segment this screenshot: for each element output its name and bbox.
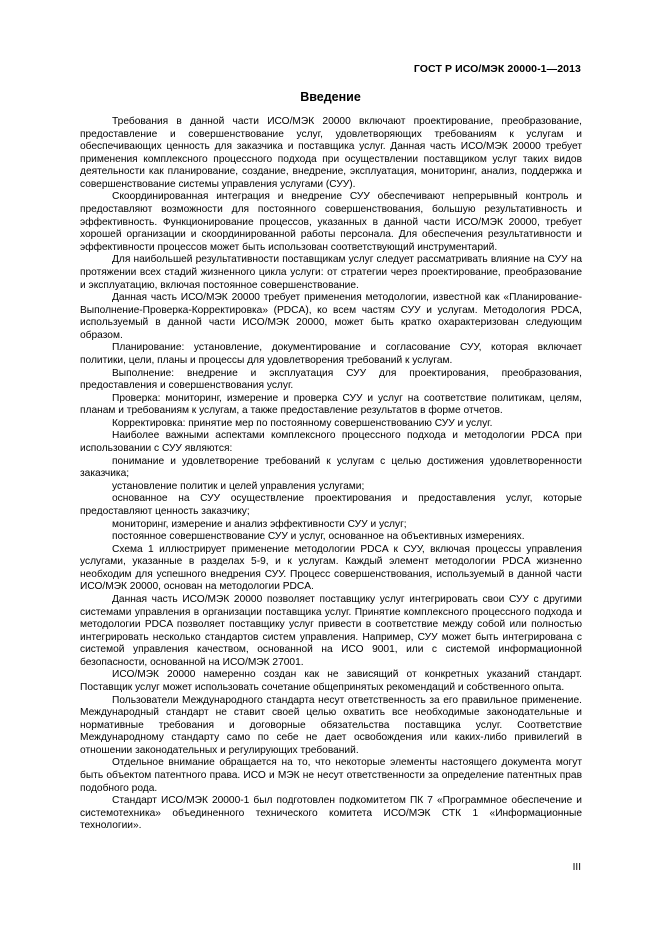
list-item: основанное на СУУ осуществление проектирования и предоставления услуг, которые предоставляют ценность заказчику;: [80, 493, 582, 517]
paragraph: Выполнение: внедрение и эксплуатация СУУ для проектирования, преобразования, предоставления и совершенствования услуг.: [80, 367, 582, 392]
paragraph: Стандарт ИСО/МЭК 20000-1 был подготовлен подкомитетом ПК 7 «Программное обеспечение и системотехника» объединенного технического комитета ИСО/МЭК СТК 1 «Информационные технологии».: [80, 795, 582, 832]
paragraph: Корректировка: принятие мер по постоянному совершенствованию СУУ и услуг.: [112, 417, 493, 429]
paragraph: Пользователи Международного стандарта несут ответственность за его правильное применение. Международный стандарт не ставит своей целью охватить все необходимые законодательные и нормативные требования и договорные обязательства поставщика услуг. Соответствие Международному стандарту само по себе не дает освобождения или каких-либо привилегий в отношении законодательных и регулирующих требований.: [80, 694, 582, 756]
paragraph: Отдельное внимание обращается на то, что некоторые элементы настоящего документа могут быть объектом патентного права. ИСО и МЭК не несут ответственности за определение патентных прав подобного рода.: [80, 757, 582, 794]
paragraph: Наиболее важными аспектами комплексного процессного подхода и методологии PDCA при использовании с СУУ являются:: [80, 430, 582, 455]
list-item: понимание и удовлетворение требований к услугам с целью достижения удовлетворенности заказчика;: [80, 455, 582, 480]
paragraph: Скоординированная интеграция и внедрение СУУ обеспечивают непрерывный контроль и предоставляют возможности для постоянного совершенствования, большую результативность и эффективность. Функционирование процессов, указанных в данной части ИСО/МЭК 20000, требует хорошей организации и скоординированной работы персонала. Для обеспечения результативности и эффективности процессов может быть использован соответствующий инструментарий.: [80, 191, 582, 253]
paragraph: ИСО/МЭК 20000 намеренно создан как не зависящий от конкретных указаний стандарт. Поставщик услуг может использовать сочетание общепринятых рекомендаций и собственного опыта.: [80, 669, 582, 694]
list-item: установление политик и целей управления услугами;: [112, 480, 365, 492]
paragraph: Данная часть ИСО/МЭК 20000 требует применения методологии, известной как «Планирование-Выполнение-Проверка-Корректировка» (PDCA), ко всем частям СУУ и услугам. Методология PDCA, используемый в данной части ИСО/МЭК 20000, может быть кратко охарактеризован следующим образом.: [80, 292, 582, 341]
standard-header: ГОСТ Р ИСО/МЭК 20000-1—2013: [413, 63, 581, 75]
paragraph: Данная часть ИСО/МЭК 20000 позволяет поставщику услуг интегрировать свои СУУ с другими системами управления в организации поставщика услуг. Принятие комплексного процессного подхода и методологии PDCA позволяет поставщику услуг привести в соответствие между собой или полностью интегрировать несколько стандартов систем управления. Например, СУУ может быть интегрирована с системой управления качеством, основанной на ИСО 9001, или с системой информационной безопасности, основанной на ИСО/МЭК 27001.: [80, 593, 582, 668]
paragraph: Требования в данной части ИСО/МЭК 20000 включают проектирование, преобразование, предоставление и совершенствование услуг, удовлетворяющих требованиям к услугам и обеспечивающих ценность для заказчика и поставщика услуг. Данная часть ИСО/МЭК 20000 требует применения комплексного процессного подхода при осуществлении поставщиком услуг таких видов деятельности как планирование, создание, внедрение, эксплуатация, мониторинг, анализ, поддержка и совершенствование системы управления услугами (СУУ).: [80, 116, 582, 190]
page-title: Введение: [300, 90, 361, 104]
paragraph: Для наибольшей результативности поставщикам услуг следует рассматривать влияние на СУУ на протяжении всех стадий жизненного цикла услуги: от стратегии через проектирование, преобразование и эксплуатацию, включая постоянное совершенствование.: [80, 254, 582, 291]
page-number: III: [572, 862, 581, 873]
document-body: [80, 116, 582, 833]
paragraph: Проверка: мониторинг, измерение и проверка СУУ и услуг на соответствие политикам, целям, планам и требованиям к услугам, а также предоставление результатов в форме отчетов.: [80, 392, 582, 417]
paragraph: Планирование: установление, документирование и согласование СУУ, которая включает политики, цели, планы и процессы для удовлетворения требований к услугам.: [80, 342, 582, 366]
paragraph: Схема 1 иллюстрирует применение методологии PDCA к СУУ, включая процессы управления услугами, указанные в разделах 5-9, и к услугам. Каждый элемент методологии PDCA жизненно необходим для успешного внедрения СУУ. Процесс совершенствования, используемый в данной части ИСО/МЭК 20000, основан на методологии PDCA.: [80, 543, 582, 593]
list-item: мониторинг, измерение и анализ эффективности СУУ и услуг;: [112, 518, 407, 530]
list-item: постоянное совершенствование СУУ и услуг, основанное на объективных измерениях.: [112, 531, 525, 543]
